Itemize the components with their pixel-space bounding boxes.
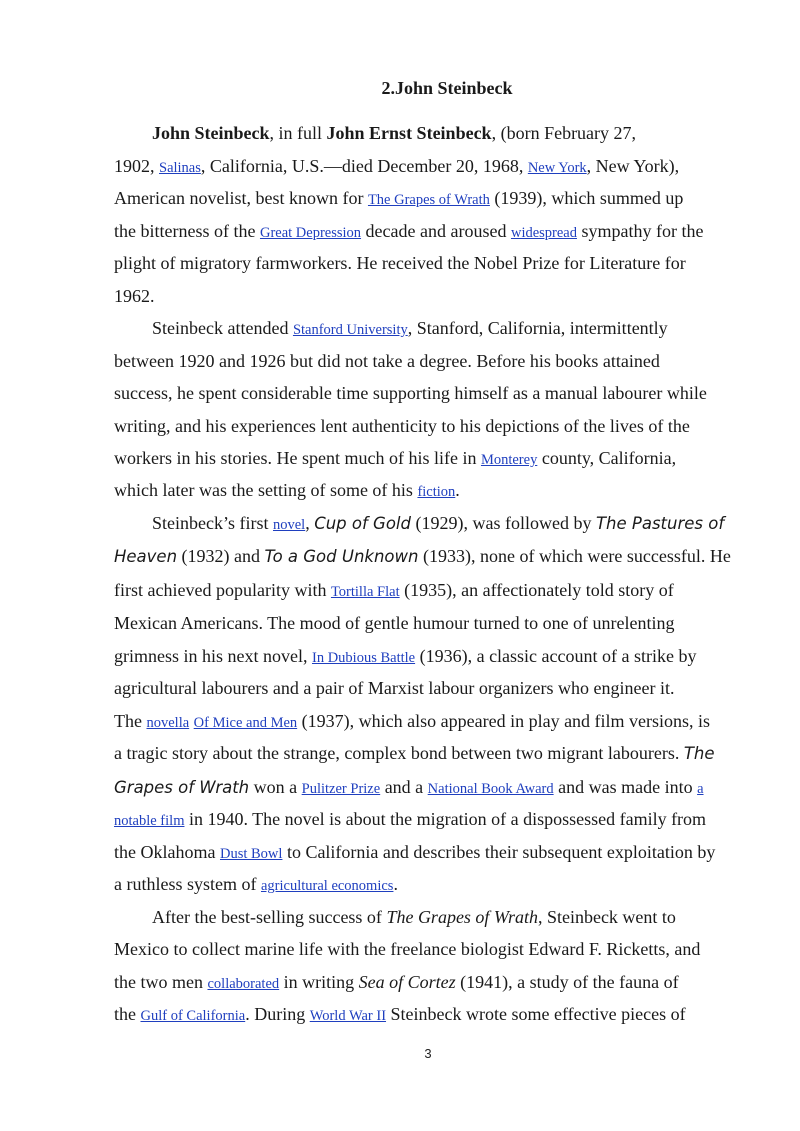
text: (1929), was followed by <box>411 513 596 533</box>
link-novella[interactable]: novella <box>146 715 190 731</box>
text: which later was the setting of some of his <box>114 480 418 500</box>
text: grimness in his next novel, <box>114 646 312 666</box>
name-bold: John Steinbeck <box>152 123 270 143</box>
link-world-war-ii[interactable]: World War II <box>309 1008 387 1024</box>
text: . During <box>245 1004 310 1024</box>
link-monterey[interactable]: Monterey <box>480 452 538 468</box>
p2-line-6 <box>114 474 460 506</box>
link-agricultural-economics[interactable]: agricultural economics <box>260 878 394 894</box>
text: Steinbeck’s first <box>152 513 273 533</box>
link-a-notable-film[interactable]: a <box>697 781 704 797</box>
p1-line-4 <box>114 215 703 247</box>
text: (1937), which also appeared in play and film versions, is <box>297 711 711 731</box>
text: (1936), a classic account of a strike by <box>415 646 697 666</box>
text: (1941), a study of the fauna of <box>455 972 679 992</box>
text: the Oklahoma <box>114 842 220 862</box>
text: (1932) and <box>177 546 265 566</box>
text: in writing <box>279 972 359 992</box>
text: the <box>114 1004 141 1024</box>
title-sea-of-cortez: Sea of Cortez <box>358 972 456 992</box>
p3-line-8 <box>114 737 715 769</box>
title-to-a-god-unknown: To a God Unknown <box>264 547 419 566</box>
text: a tragic story about the strange, complex bond between two migrant labourers. <box>114 743 684 763</box>
p2-line-4: writing, and his experiences lent authenticity to his depictions of the lives of the <box>114 416 690 436</box>
text: county, California, <box>537 448 677 468</box>
text: , New York), <box>586 156 680 176</box>
p4-line-3 <box>114 966 679 998</box>
title-cup-of-gold: Cup of Gold <box>314 514 411 533</box>
title-grapes-of-wrath: Grapes of Wrath <box>114 778 250 797</box>
p3-line-5 <box>114 640 697 672</box>
text: , <box>305 513 315 533</box>
link-pulitzer-prize[interactable]: Pulitzer Prize <box>301 781 381 797</box>
text: decade and aroused <box>361 221 511 241</box>
full-name-bold: John Ernst Steinbeck <box>326 123 492 143</box>
text: and a <box>380 777 428 797</box>
p3-line-7 <box>114 705 710 737</box>
p2-line-2: between 1920 and 1926 but did not take a degree. Before his books attained <box>114 351 660 371</box>
link-national-book-award[interactable]: National Book Award <box>427 781 554 797</box>
text: (1935), an affectionately told story of <box>399 580 674 600</box>
link-collaborated[interactable]: collaborated <box>207 976 280 992</box>
text: , in full <box>269 123 327 143</box>
text: won a <box>249 777 302 797</box>
text: the two men <box>114 972 208 992</box>
p3-line-9 <box>114 771 704 803</box>
p3-line-4: Mexican Americans. The mood of gentle humour turned to one of unrelenting <box>114 613 675 633</box>
link-new-york[interactable]: New York <box>527 160 587 176</box>
p3-line-3 <box>114 574 674 606</box>
title-pastures-of-heaven: The Pastures of <box>595 514 725 533</box>
p1-line-5: plight of migratory farmworkers. He received the Nobel Prize for Literature for <box>114 253 686 273</box>
text: Steinbeck wrote some effective pieces of <box>386 1004 686 1024</box>
p2-line-3: success, he spent considerable time supporting himself as a manual labourer while <box>114 383 707 403</box>
link-grapes-of-wrath[interactable]: The Grapes of Wrath <box>367 192 490 208</box>
p3-line-10 <box>114 803 706 835</box>
text: The <box>114 711 147 731</box>
p1-line-2 <box>114 150 679 182</box>
text: a ruthless system of <box>114 874 261 894</box>
text: 1902, <box>114 156 159 176</box>
text: (1933), none of which were successful. He <box>418 546 731 566</box>
text: , (born February 27, <box>491 123 637 143</box>
p2-line-5 <box>114 442 676 474</box>
link-fiction[interactable]: fiction <box>417 484 456 500</box>
text: the bitterness of the <box>114 221 260 241</box>
link-tortilla-flat[interactable]: Tortilla Flat <box>330 584 400 600</box>
link-dust-bowl[interactable]: Dust Bowl <box>219 846 283 862</box>
p3-line-1 <box>152 507 724 539</box>
title-the: The <box>683 744 715 763</box>
link-of-mice-and-men[interactable]: Of Mice and Men <box>193 715 298 731</box>
text: American novelist, best known for <box>114 188 368 208</box>
link-novel[interactable]: novel <box>272 517 306 533</box>
text: . <box>393 874 398 894</box>
text: After the best-selling success of <box>152 907 387 927</box>
p2-line-1 <box>152 312 668 344</box>
text: in 1940. The novel is about the migration of a dispossessed family from <box>184 809 707 829</box>
p4-line-1 <box>152 901 676 933</box>
p1-line-3 <box>114 182 683 214</box>
page-number: 3 <box>424 1046 432 1061</box>
text: . <box>455 480 460 500</box>
p3-line-12 <box>114 868 398 900</box>
text: , Stanford, California, intermittently <box>407 318 668 338</box>
text: and was made into <box>553 777 698 797</box>
link-widespread[interactable]: widespread <box>510 225 577 241</box>
link-gulf-of-california[interactable]: Gulf of California <box>140 1008 246 1024</box>
text: Steinbeck attended <box>152 318 293 338</box>
p3-line-2 <box>114 540 731 572</box>
title-heaven: Heaven <box>114 547 178 566</box>
link-salinas[interactable]: Salinas <box>159 160 201 176</box>
link-stanford-university[interactable]: Stanford University <box>292 322 408 338</box>
p3-line-11 <box>114 836 715 868</box>
p4-line-4 <box>114 998 686 1030</box>
title-grapes-of-wrath-italic: The Grapes of Wrath <box>386 907 538 927</box>
p3-line-6: agricultural labourers and a pair of Marxist labour organizers who engineer it. <box>114 678 675 698</box>
link-great-depression[interactable]: Great Depression <box>259 225 362 241</box>
text: , Steinbeck went to <box>537 907 676 927</box>
p1-line-1 <box>152 117 636 149</box>
text: to California and describes their subsequent exploitation by <box>282 842 716 862</box>
text: (1939), which summed up <box>489 188 684 208</box>
link-in-dubious-battle[interactable]: In Dubious Battle <box>311 650 416 666</box>
p1-line-6: 1962. <box>114 286 155 306</box>
p4-line-2: Mexico to collect marine life with the freelance biologist Edward F. Ricketts, and <box>114 939 701 959</box>
text: first achieved popularity with <box>114 580 331 600</box>
text: , California, U.S.—died December 20, 1968, <box>200 156 528 176</box>
text: workers in his stories. He spent much of his life in <box>114 448 481 468</box>
link-notable-film[interactable]: notable film <box>114 813 185 829</box>
document-title: 2.John Steinbeck <box>381 78 513 98</box>
text: sympathy for the <box>577 221 704 241</box>
